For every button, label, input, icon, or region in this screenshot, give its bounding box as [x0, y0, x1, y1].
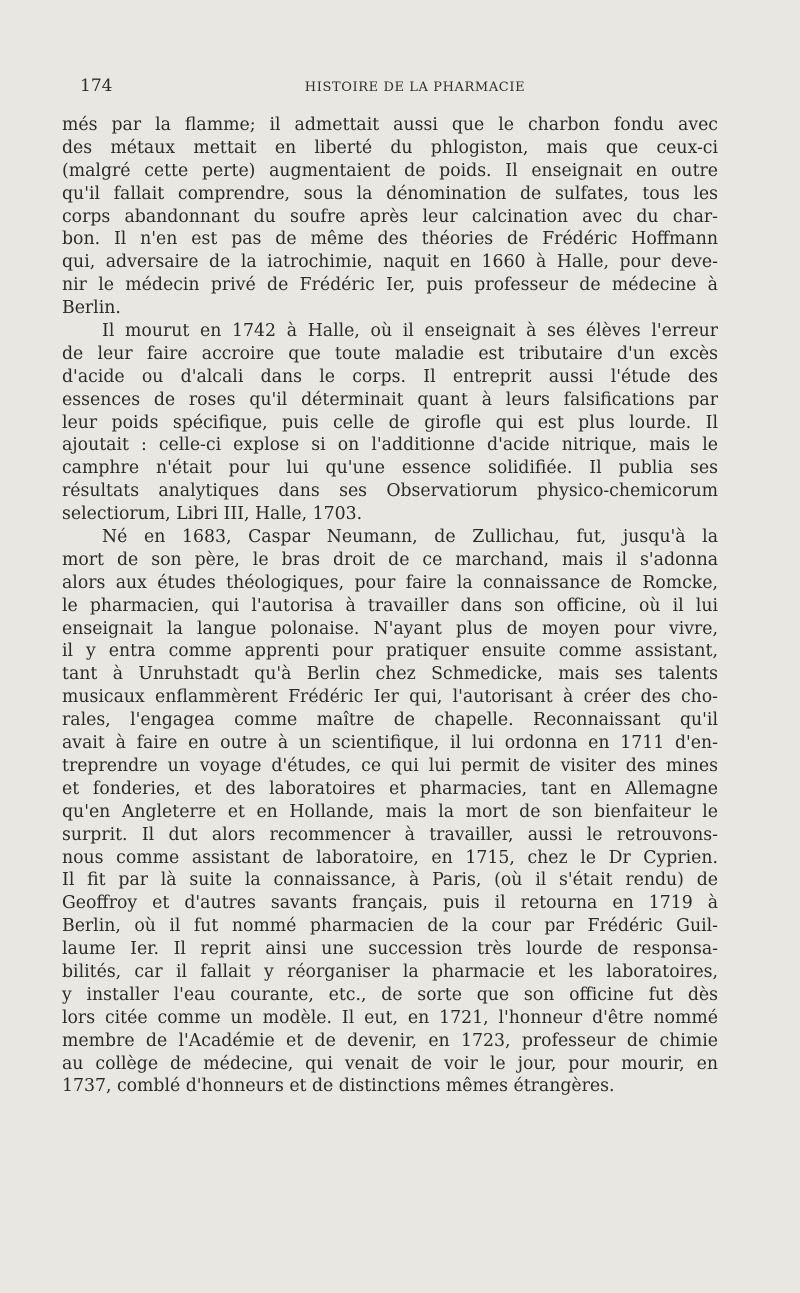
text-line: Berlin, où il fut nommé pharmacien de la cour par Frédéric Guil-	[62, 916, 718, 937]
text-line: bilités, car il fallait y réorganiser la pharmacie et les laboratoires,	[62, 961, 718, 982]
text-line: tant à Unruhstadt qu'à Berlin chez Schmedicke, mais ses talents	[62, 664, 718, 685]
text-line: més par la flamme; il admettait aussi que le charbon fondu avec	[62, 115, 718, 135]
text-line: nir le médecin privé de Frédéric Ier, puis professeur de médecine à	[62, 275, 718, 296]
text-line: nous comme assistant de laboratoire, en 1715, chez le Dr Cyprien.	[62, 847, 718, 868]
text-line: avait à faire en outre à un scientifique, il lui ordonna en 1711 d'en-	[62, 733, 718, 754]
text-line: corps abandonnant du soufre après leur calcination avec du char-	[62, 206, 718, 227]
body-text	[62, 114, 718, 1098]
text-line: camphre n'était pour lui qu'une essence solidifiée. Il publia ses	[62, 458, 718, 479]
text-line: Berlin.	[62, 298, 121, 319]
text-line: qui, adversaire de la iatrochimie, naquit en 1660 à Halle, pour deve-	[62, 252, 718, 273]
text-line: essences de roses qu'il déterminait quant à leurs falsifications par	[62, 389, 718, 410]
text-line: Il fit par là suite la connaissance, à Paris, (où il s'était rendu) de	[62, 870, 718, 891]
text-line: alors aux études théologiques, pour faire la connaissance de Romcke,	[62, 572, 718, 593]
text-line: lors citée comme un modèle. Il eut, en 1721, l'honneur d'être nommé	[62, 1007, 718, 1028]
text-line: laume Ier. Il reprit ainsi une succession très lourde de responsa-	[62, 939, 718, 960]
text-line: mort de son père, le bras droit de ce marchand, mais il s'adonna	[62, 549, 718, 570]
text-line: il y entra comme apprenti pour pratiquer ensuite comme assistant,	[62, 641, 718, 662]
page-number: 174	[80, 76, 113, 96]
text-line: au collège de médecine, qui venait de voir le jour, pour mourir, en	[62, 1053, 718, 1074]
text-line: treprendre un voyage d'études, ce qui lui permit de visiter des mines	[62, 755, 718, 776]
text-line: surprit. Il dut alors recommencer à travailler, aussi le retrouvons-	[62, 824, 718, 845]
text-line: Geoffroy et d'autres savants français, puis il retourna en 1719 à	[62, 893, 718, 914]
text-line: et fonderies, et des laboratoires et pharmacies, tant en Allemagne	[62, 778, 718, 799]
text-line: qu'en Angleterre et en Hollande, mais la mort de son bienfaiteur le	[62, 801, 718, 822]
text-line: (malgré cette perte) augmentaient de poids. Il enseignait en outre	[62, 160, 718, 181]
paragraph-first-line: Né en 1683, Caspar Neumann, de Zullichau, fut, jusqu'à la	[102, 527, 718, 548]
text-line: résultats analytiques dans ses Observatiorum physico-chemicorum	[62, 481, 718, 502]
page-header	[62, 70, 718, 100]
text-line: de leur faire accroire que toute maladie est tributaire d'un excès	[62, 343, 718, 364]
text-line: 1737, comblé d'honneurs et de distinctions mêmes étrangères.	[62, 1076, 615, 1097]
text-line: selectiorum, Libri III, Halle, 1703.	[62, 504, 363, 525]
text-line: enseignait la langue polonaise. N'ayant plus de moyen pour vivre,	[62, 618, 718, 639]
text-line: le pharmacien, qui l'autorisa à travailler dans son officine, où il lui	[62, 595, 718, 616]
text-line: musicaux enflammèrent Frédéric Ier qui, l'autorisant à créer des cho-	[62, 687, 718, 708]
text-line: membre de l'Académie et de devenir, en 1723, professeur de chimie	[62, 1030, 718, 1051]
text-line: rales, l'engagea comme maître de chapelle. Reconnaissant qu'il	[62, 710, 718, 731]
running-title: HISTOIRE DE LA PHARMACIE	[304, 80, 526, 95]
text-line: leur poids spécifique, puis celle de girofle qui est plus lourde. Il	[62, 412, 718, 433]
text-line: d'acide ou d'alcali dans le corps. Il entreprit aussi l'étude des	[62, 366, 718, 387]
text-line: des métaux mettait en liberté du phlogiston, mais que ceux-ci	[62, 137, 718, 158]
paragraph-first-line: Il mourut en 1742 à Halle, où il enseignait à ses élèves l'erreur	[102, 321, 718, 342]
text-line: ajoutait : celle-ci explose si on l'additionne d'acide nitrique, mais le	[62, 435, 718, 456]
text-line: qu'il fallait comprendre, sous la dénomination de sulfates, tous les	[62, 183, 718, 204]
text-line: y installer l'eau courante, etc., de sorte que son officine fut dès	[62, 984, 718, 1005]
text-line: bon. Il n'en est pas de même des théories de Frédéric Hoffmann	[62, 229, 718, 250]
